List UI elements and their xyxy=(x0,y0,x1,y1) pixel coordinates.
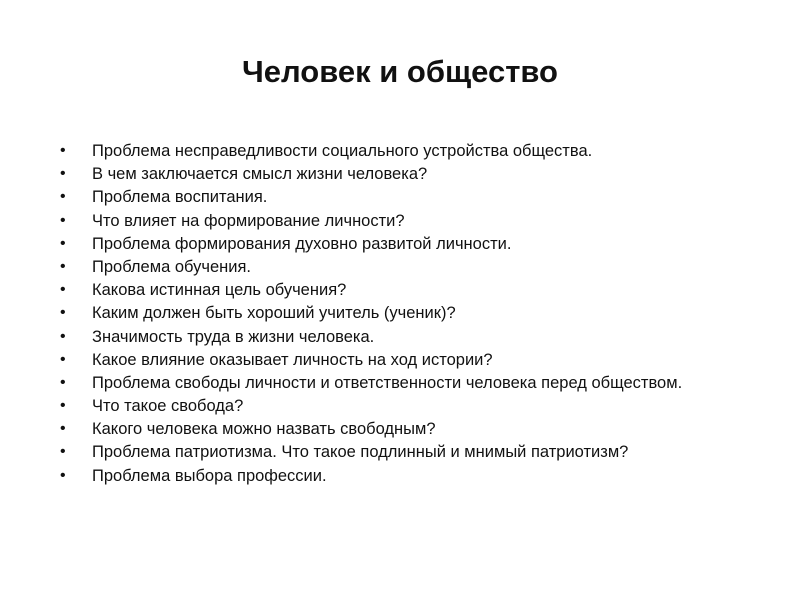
list-item-text: Проблема формирования духовно развитой личности. xyxy=(92,234,512,253)
list-item xyxy=(58,304,758,322)
list-item xyxy=(58,328,758,346)
bullet-icon: • xyxy=(60,142,66,159)
list-item-text: Проблема выбора профессии. xyxy=(92,466,327,485)
list-item-text: Какова истинная цель обучения? xyxy=(92,281,347,300)
bullet-icon: • xyxy=(60,281,66,299)
list-item xyxy=(58,374,758,392)
bullet-icon: • xyxy=(60,420,66,438)
list-item xyxy=(58,351,758,369)
bullet-icon: • xyxy=(60,188,66,206)
bullet-icon: • xyxy=(60,373,66,391)
bullet-icon: • xyxy=(60,466,66,484)
bullet-icon: • xyxy=(60,443,66,461)
list-item xyxy=(58,212,758,230)
list-item xyxy=(58,235,758,253)
list-item xyxy=(58,142,758,160)
bullet-list xyxy=(58,142,758,490)
bullet-icon: • xyxy=(60,304,66,322)
bullet-icon: • xyxy=(60,234,66,252)
list-item-text: Проблема свободы личности и ответственности человека перед обществом. xyxy=(92,373,683,392)
list-item xyxy=(58,281,758,299)
list-item xyxy=(58,397,758,415)
bullet-icon: • xyxy=(60,257,66,275)
list-item-text: Проблема воспитания. xyxy=(92,188,268,207)
list-item-text: Какое влияние оказывает личность на ход истории? xyxy=(92,350,493,369)
list-item xyxy=(58,443,758,461)
list-item xyxy=(58,165,758,183)
bullet-icon: • xyxy=(60,397,66,415)
list-item xyxy=(58,188,758,206)
list-item-text: Что такое свобода? xyxy=(92,397,244,416)
slide-title: Человек и общество xyxy=(241,54,558,89)
bullet-icon: • xyxy=(60,327,66,345)
list-item-text: Какого человека можно назвать свободным? xyxy=(92,420,436,439)
list-item-text: В чем заключается смысл жизни человека? xyxy=(92,165,428,184)
list-item-text: Значимость труда в жизни человека. xyxy=(92,327,375,346)
bullet-icon: • xyxy=(60,165,66,183)
list-item xyxy=(58,258,758,276)
list-item xyxy=(58,420,758,438)
list-item-text: Проблема патриотизма. Что такое подлинный и мнимый патриотизм? xyxy=(92,443,629,462)
bullet-icon: • xyxy=(60,350,66,368)
list-item xyxy=(58,467,758,485)
list-item-text: Каким должен быть хороший учитель (ученик)? xyxy=(92,304,456,323)
list-item-text: Проблема несправедливости социального устройства общества. xyxy=(92,142,593,160)
list-item-text: Проблема обучения. xyxy=(92,257,251,276)
bullet-icon: • xyxy=(60,211,66,229)
list-item-text: Что влияет на формирование личности? xyxy=(92,211,405,230)
